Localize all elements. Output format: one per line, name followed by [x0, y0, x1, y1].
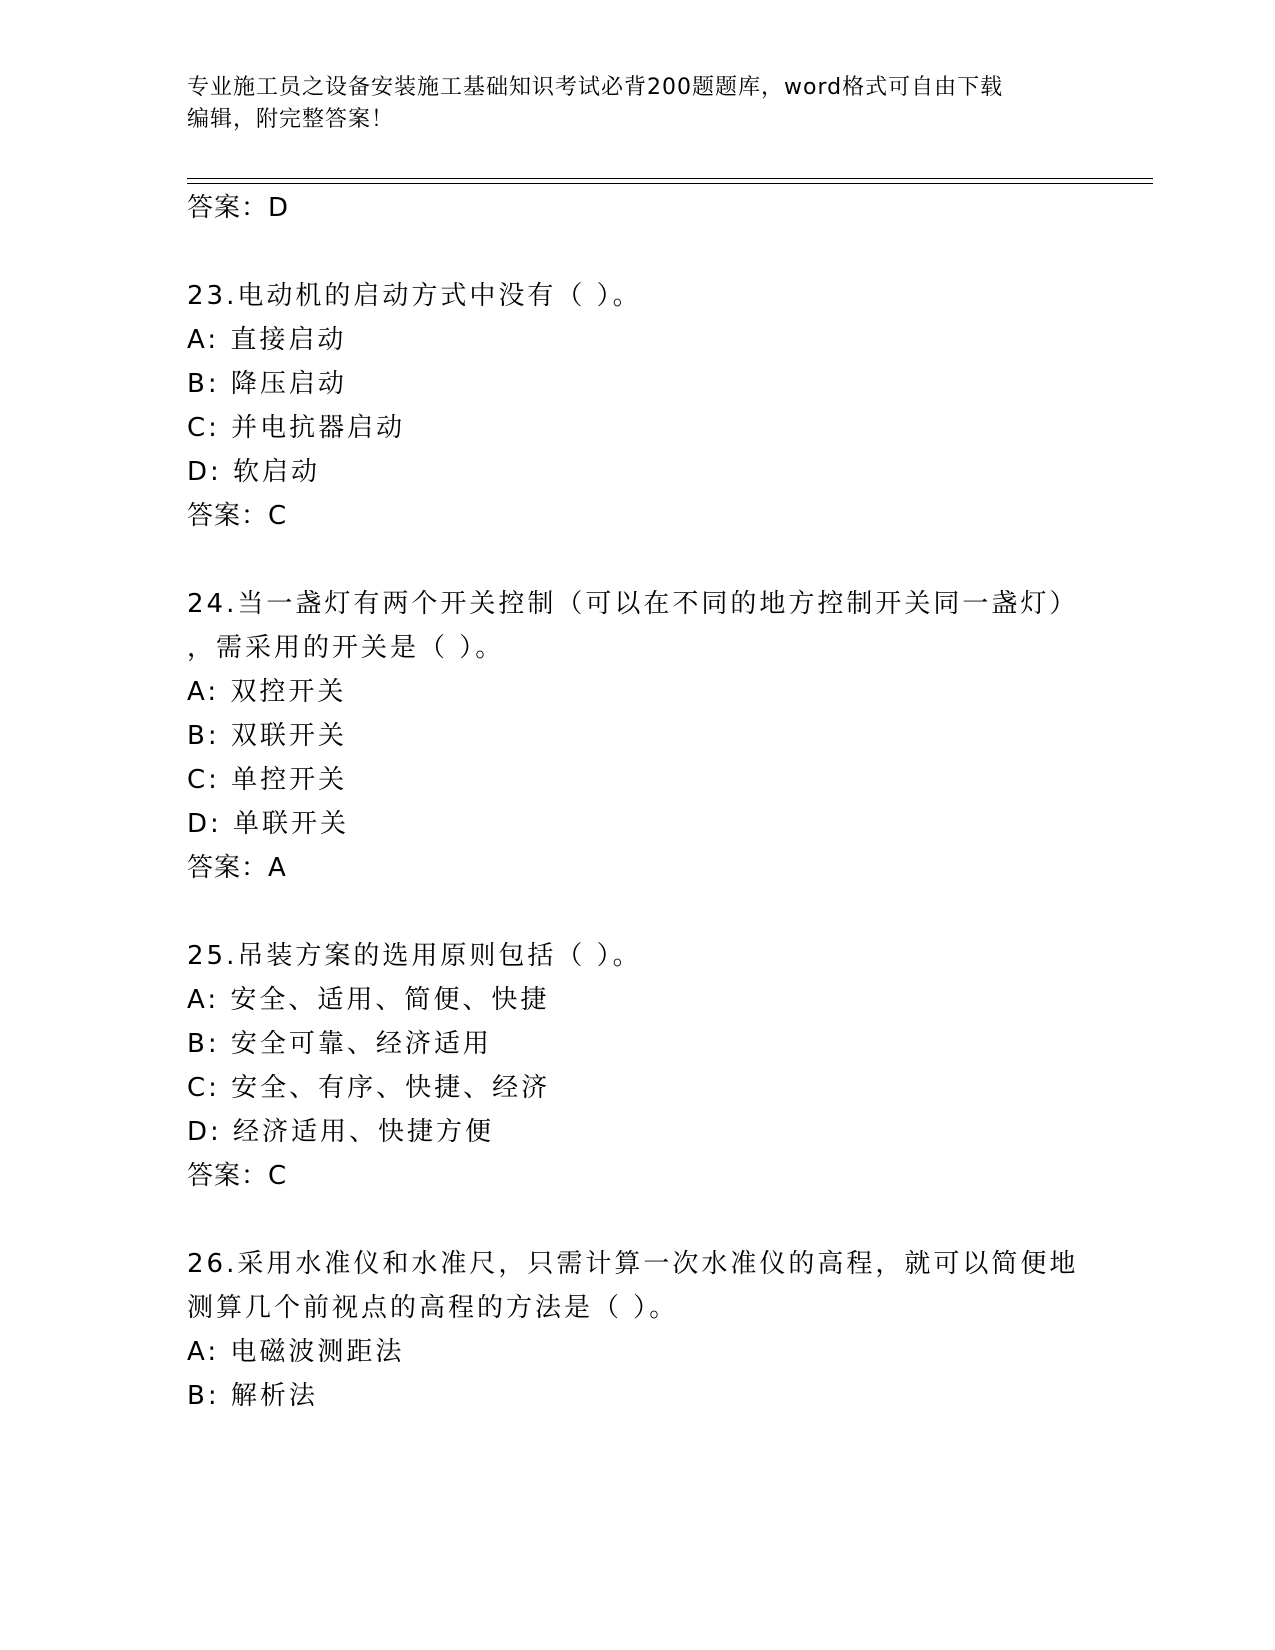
question-24-answer: 答案：A — [187, 853, 287, 883]
answer-prev: 答案：D — [187, 193, 290, 223]
question-26-stem-line-1: 26.采用水准仪和水准尺，只需计算一次水准仪的高程，就可以简便地 — [187, 1249, 1079, 1279]
question-26-option-a: A: 电磁波测距法 — [187, 1337, 405, 1367]
question-24-stem-line-1: 24.当一盏灯有两个开关控制（可以在不同的地方控制开关同一盏灯） — [187, 589, 1079, 619]
header-line-2: 编辑，附完整答案！ — [187, 107, 395, 132]
question-23-option-b: B: 降压启动 — [187, 369, 347, 399]
question-23-option-a: A: 直接启动 — [187, 325, 347, 355]
header-divider-bottom — [187, 183, 1153, 184]
question-25-stem: 25.吊装方案的选用原则包括（ ）。 — [187, 941, 642, 971]
question-23-option-c: C: 并电抗器启动 — [187, 413, 406, 443]
question-25-option-c: C: 安全、有序、快捷、经济 — [187, 1073, 551, 1103]
question-24-option-b: B: 双联开关 — [187, 721, 347, 751]
question-24-option-d: D: 单联开关 — [187, 809, 350, 839]
question-26-stem-line-2: 测算几个前视点的高程的方法是（ ）。 — [187, 1293, 679, 1323]
question-25-answer: 答案：C — [187, 1161, 288, 1191]
question-24-stem-line-2: ，需采用的开关是（ ）。 — [187, 633, 505, 663]
question-26-option-b: B: 解析法 — [187, 1381, 318, 1411]
question-23-option-d: D: 软启动 — [187, 457, 321, 487]
question-23-answer: 答案：C — [187, 501, 288, 531]
document-header — [187, 72, 1087, 136]
question-24-option-c: C: 单控开关 — [187, 765, 348, 795]
header-line-1: 专业施工员之设备安装施工基础知识考试必背200题题库，word格式可自由下载 — [187, 75, 1004, 100]
question-24-option-a: A: 双控开关 — [187, 677, 347, 707]
question-25-option-b: B: 安全可靠、经济适用 — [187, 1029, 492, 1059]
question-23-stem: 23.电动机的启动方式中没有（ ）。 — [187, 281, 642, 311]
header-divider-top — [187, 178, 1153, 179]
question-25-option-a: A: 安全、适用、简便、快捷 — [187, 985, 550, 1015]
question-25-option-d: D: 经济适用、快捷方便 — [187, 1117, 495, 1147]
